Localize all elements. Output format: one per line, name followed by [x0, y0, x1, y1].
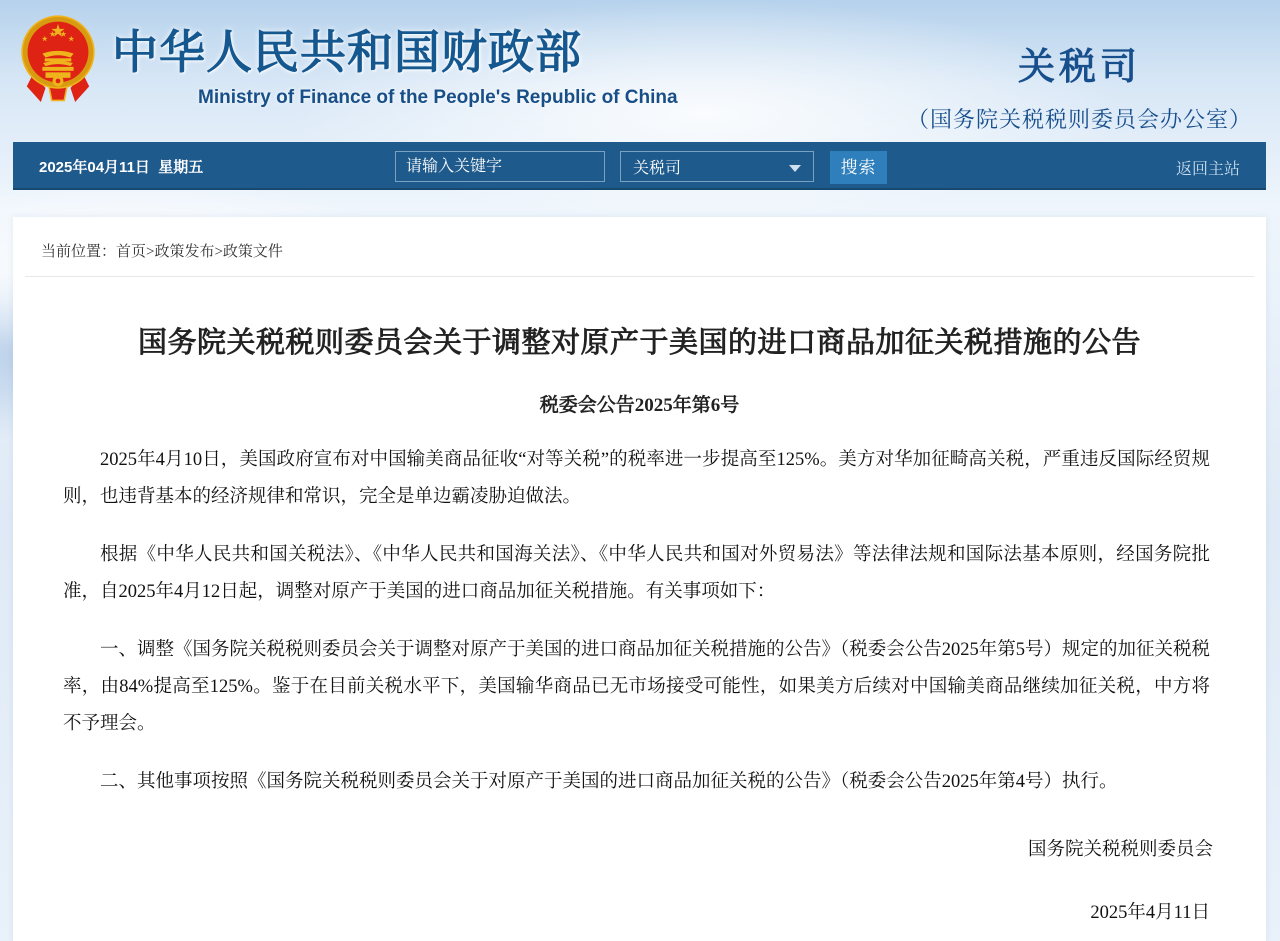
article-paragraph: 二、其他事项按照《国务院关税税则委员会关于对原产于美国的进口商品加征关税的公告》（税委会公告2025年第4号）执行。 [100, 772, 1118, 792]
department-title: 关税司 [1017, 47, 1141, 88]
site-title-block [112, 16, 678, 109]
signature-date: 2025年4月11日 [1090, 903, 1210, 923]
chevron-down-icon [789, 165, 801, 172]
signature-issuer: 国务院关税税则委员会 [1027, 840, 1213, 860]
site-title: 中华人民共和国财政部 [112, 26, 582, 78]
search-input[interactable] [395, 151, 605, 182]
search-scope-select[interactable] [620, 151, 814, 182]
site-subtitle: Ministry of Finance of the People's Republic of China [198, 87, 678, 108]
site-header [0, 0, 1280, 142]
article-paragraph: 一、调整《国务院关税税则委员会关于调整对原产于美国的进口商品加征关税措施的公告》（税委会公告2025年第5号）规定的加征关税税率，由84%提高至125%。鉴于在目前关税水平下，美国输华商品已无市场接受可能性，如果美方后续对中国输美商品继续加征关税，中方将不予理会。 [63, 640, 1211, 734]
search-scope-value: 关税司 [633, 160, 682, 177]
return-home-link[interactable]: 返回主站 [1175, 161, 1240, 178]
breadcrumb [13, 217, 1266, 261]
department-subtitle: （国务院关税税则委员会办公室） [906, 107, 1252, 132]
content-panel [13, 217, 1266, 941]
breadcrumb-divider [25, 276, 1254, 277]
article-title: 国务院关税税则委员会关于调整对原产于美国的进口商品加征关税措施的公告 [137, 327, 1141, 359]
navbar [13, 142, 1266, 190]
document-number: 税委会公告2025年第6号 [539, 395, 740, 416]
breadcrumb-label: 当前位置： [41, 244, 117, 260]
current-date: 2025年04月11日 星期五 [39, 159, 204, 176]
article-body [13, 417, 1266, 801]
article-paragraph: 根据《中华人民共和国关税法》、《中华人民共和国海关法》、《中华人民共和国对外贸易法》等法律法规和国际法基本原则，经国务院批准，自2025年4月12日起，调整对原产于美国的进口商品加征关税措施。有关事项如下： [63, 545, 1210, 602]
national-emblem-icon [19, 12, 97, 114]
search-button[interactable]: 搜索 [830, 151, 887, 184]
article-paragraph: 2025年4月10日，美国政府宣布对中国输美商品征收“对等关税”的税率进一步提高至125%。美方对华加征畸高关税，严重违反国际经贸规则，也违背基本的经济规律和常识，完全是单边霸凌胁迫做法。 [63, 450, 1210, 507]
signature-block [13, 835, 1266, 924]
department-title-block [907, 36, 1252, 134]
breadcrumb-path[interactable]: 首页>政策发布>政策文件 [116, 244, 283, 260]
